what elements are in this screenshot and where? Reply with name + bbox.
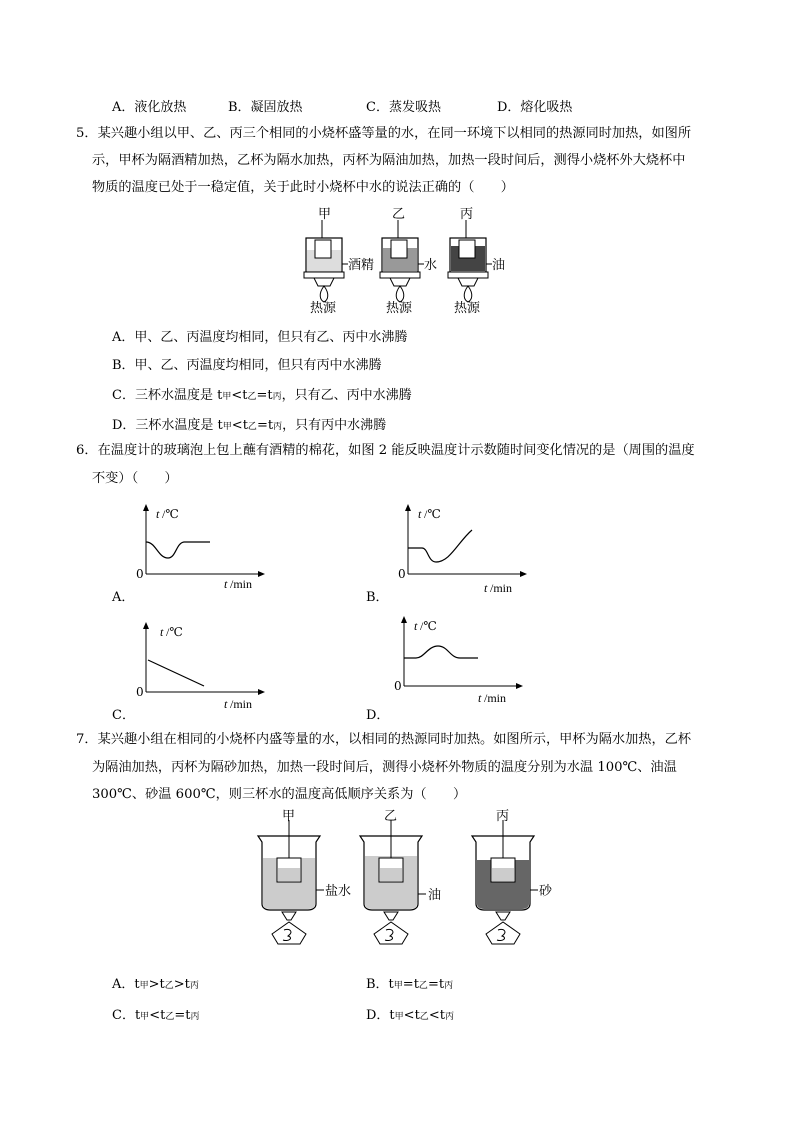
q7-cup-label-jia: 甲 (282, 809, 296, 824)
q5-cup-label-bing: 丙 (460, 207, 474, 222)
q7-material-label-saltwater: 盐水 (325, 884, 352, 899)
q5-beaker-jia (304, 220, 344, 302)
q5-stem-line-1: 5．某兴趣小组以甲、乙、丙三个相同的小烧杯盛等量的水，在同一环境下以相同的热源同时加热，如图所 (76, 126, 692, 141)
q4-option-d[interactable]: D．熔化吸热 (497, 100, 573, 115)
q7-stem-line-1: 7．某兴趣小组在相同的小烧杯内盛等量的水，以相同的热源同时加热。如图所示，甲杯为隔水加热，乙杯 (76, 732, 692, 747)
q6-stem-line-1: 6．在温度计的玻璃泡上包上蘸有酒精的棉花，如图 2 能反映温度计示数随时间变化情况的是（周围的温度 (76, 443, 695, 458)
svg-text:t: t (418, 507, 422, 521)
svg-text:/min: /min (490, 581, 513, 595)
q5-cup-label-yi: 乙 (392, 207, 406, 222)
q5-option-b[interactable]: B．甲、乙、丙温度均相同，但只有丙中水沸腾 (112, 358, 382, 373)
q6-option-a[interactable]: A． (112, 590, 135, 605)
q5-option-d[interactable]: D．三杯水温度是 t甲<t乙=t丙，只有丙中水沸腾 (112, 418, 387, 433)
q7-option-a[interactable]: A．t甲>t乙>t丙 (112, 977, 199, 992)
q5-liquid-label-water: 水 (424, 258, 438, 273)
svg-text:0: 0 (398, 567, 406, 581)
q6-graph-b (392, 502, 532, 596)
q5-option-c[interactable]: C．三杯水温度是 t甲<t乙=t丙，只有乙、丙中水沸腾 (112, 388, 412, 403)
q5-source-label-1: 热源 (310, 301, 337, 316)
svg-text:t: t (484, 581, 488, 595)
q6-option-c[interactable]: C． (112, 708, 135, 723)
q6-graph-a (130, 502, 270, 592)
svg-text:/℃: /℃ (162, 507, 179, 521)
q5-source-label-3: 热源 (454, 301, 481, 316)
q5-beaker-bing (448, 220, 488, 302)
q5-heating-figure (296, 200, 526, 320)
q7-option-b[interactable]: B．t甲=t乙=t丙 (366, 977, 454, 992)
svg-text:/℃: /℃ (420, 619, 437, 633)
q6-graph-d (388, 612, 528, 708)
svg-text:t: t (224, 697, 228, 711)
svg-text:t: t (156, 507, 160, 521)
q5-source-label-2: 热源 (386, 301, 413, 316)
q7-heating-figure (250, 808, 580, 960)
q5-liquid-label-oil: 油 (492, 258, 506, 273)
q7-cup-label-yi: 乙 (384, 809, 398, 824)
q7-material-label-oil: 油 (428, 888, 442, 903)
q7-beaker-jia (258, 820, 320, 944)
q5-option-a[interactable]: A．甲、乙、丙温度均相同，但只有乙、丙中水沸腾 (112, 330, 408, 345)
q7-beaker-yi (360, 820, 422, 944)
svg-text:t: t (224, 577, 228, 591)
q7-beaker-bing (472, 820, 534, 944)
q6-option-b[interactable]: B． (366, 590, 389, 605)
q4-option-a[interactable]: A．液化放热 (112, 100, 187, 115)
q7-option-c[interactable]: C．t甲<t乙=t丙 (112, 1008, 200, 1023)
svg-text:/min: /min (484, 691, 507, 705)
q7-stem-line-2: 为隔油加热，丙杯为隔砂加热，加热一段时间后，测得小烧杯外物质的温度分别为水温 100℃、油温 (92, 760, 677, 775)
q5-beaker-yi (380, 220, 420, 302)
q5-cup-label-jia: 甲 (318, 207, 332, 222)
svg-text:/℃: /℃ (166, 625, 183, 639)
q6-option-d[interactable]: D． (366, 708, 390, 723)
svg-text:/min: /min (230, 577, 253, 591)
q6-graph-c (130, 620, 270, 714)
svg-text:t: t (160, 625, 164, 639)
q5-liquid-label-alcohol: 酒精 (348, 258, 375, 273)
q7-option-d[interactable]: D．t甲<t乙<t丙 (366, 1008, 454, 1023)
q5-stem-line-2: 示，甲杯为隔酒精加热，乙杯为隔水加热，丙杯为隔油加热，加热一段时间后，测得小烧杯外大烧杯中 (92, 153, 686, 168)
svg-text:0: 0 (136, 685, 144, 699)
q5-stem-line-3: 物质的温度已处于一稳定值，关于此时小烧杯中水的说法正确的（ ） (92, 180, 514, 195)
svg-text:0: 0 (136, 567, 144, 581)
svg-text:/min: /min (230, 697, 253, 711)
svg-text:0: 0 (394, 679, 402, 693)
q6-stem-line-2: 不变）（ ） (92, 471, 178, 486)
q7-stem-line-3: 300℃、砂温 600℃，则三杯水的温度高低顺序关系为（ ） (92, 787, 467, 802)
svg-text:t: t (414, 619, 418, 633)
q7-material-label-sand: 砂 (539, 884, 553, 899)
q4-option-b[interactable]: B．凝固放热 (228, 100, 303, 115)
svg-text:t: t (478, 691, 482, 705)
svg-text:/℃: /℃ (424, 507, 441, 521)
q4-option-c[interactable]: C．蒸发吸热 (366, 100, 441, 115)
q7-cup-label-bing: 丙 (496, 809, 510, 824)
